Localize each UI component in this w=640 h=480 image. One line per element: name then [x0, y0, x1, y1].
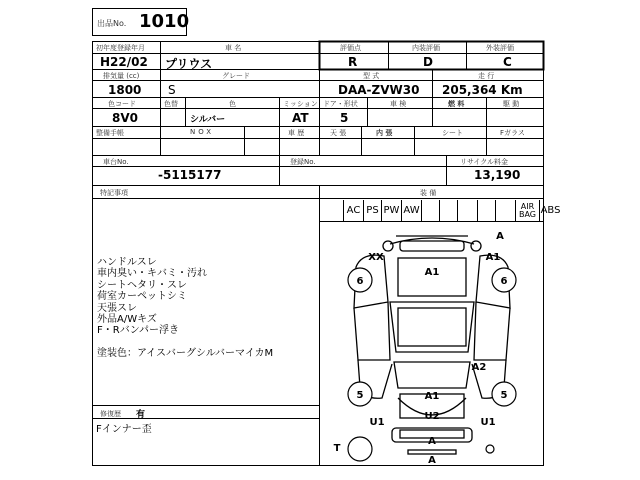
label-score: 評価点	[340, 44, 361, 52]
diag-tire-rr: 5	[500, 390, 508, 401]
value-color: シルバー	[190, 115, 226, 125]
remark-line: 天張スレ	[97, 302, 137, 314]
equipment-cell: AW	[401, 200, 421, 221]
equipment-cell: AC	[343, 200, 363, 221]
diag-trunk: A1	[424, 391, 440, 402]
value-repair-history: 有	[136, 410, 146, 420]
label-mileage: 走 行	[478, 72, 495, 80]
label-front-glass: Fガラス	[500, 129, 525, 137]
label-drive: 駆 動	[503, 100, 520, 108]
label-repair-history: 修復歴	[100, 410, 121, 418]
remark-line: シートヘタリ・スレ	[97, 279, 187, 291]
label-interior-rating: 内装評価	[412, 44, 440, 52]
label-car-name: 車 名	[225, 44, 242, 52]
label-chassis-number: 車台No.	[103, 158, 129, 166]
label-model: 型 式	[363, 72, 380, 80]
label-exterior-rating: 外装評価	[486, 44, 514, 52]
equipment-cell: PW	[381, 200, 401, 221]
label-history: 車 歴	[288, 129, 305, 137]
label-color: 色	[229, 100, 236, 108]
remark-line: ハンドルスレ	[97, 257, 157, 268]
remark-line	[97, 337, 273, 348]
remarks-list	[97, 257, 273, 360]
label-recycle-fee: リサイクル料金	[460, 158, 509, 166]
diag-trunk-lower: U2	[424, 411, 440, 422]
label-nox: NOX	[190, 128, 215, 136]
value-chassis-number: -5115177	[158, 168, 222, 182]
remark-line: 車内臭い・キバミ・汚れ	[97, 268, 207, 280]
equipment-cell: AIR BAG	[515, 200, 539, 221]
label-grade: グレード	[222, 72, 250, 80]
equipment-cell	[477, 200, 495, 221]
equipment-cell: ABS	[539, 200, 561, 221]
label-color-change: 色替	[164, 100, 178, 108]
equipment-row	[343, 200, 561, 221]
value-mission: AT	[292, 111, 309, 125]
remark-line: 荷室カーペットシミ	[97, 291, 187, 303]
value-recycle-fee: 13,190	[474, 168, 521, 182]
value-score: R	[348, 55, 358, 69]
diag-spare: T	[333, 443, 341, 454]
diag-front-left: XX	[368, 252, 384, 263]
value-grade: S	[168, 83, 176, 97]
diag-front-bumper: A	[496, 231, 504, 242]
label-seat: シート	[442, 129, 463, 137]
label-remarks: 特記事項	[100, 189, 128, 197]
equipment-cell	[495, 200, 515, 221]
equipment-cell: PS	[363, 200, 381, 221]
diag-hood: A1	[424, 267, 440, 278]
label-equipment: 装 備	[420, 189, 437, 197]
vehicle-diagram	[320, 222, 544, 465]
value-color-code: 8V0	[112, 111, 138, 125]
label-fuel: 燃 料	[448, 100, 465, 108]
label-interior-trim: 内 張	[376, 129, 393, 137]
lot-label: 出品No.	[97, 19, 127, 28]
trunk-outline	[394, 362, 470, 388]
value-mileage: 205,364 Km	[442, 83, 523, 97]
lot-number: 1010	[139, 11, 190, 32]
label-color-code: 色コード	[108, 100, 136, 108]
label-registration-number: 登録No.	[290, 158, 316, 166]
label-first-registration: 初年度登録年月	[96, 44, 145, 52]
front-bumper-outline	[390, 236, 474, 244]
value-car-name: プリウス	[165, 57, 213, 71]
value-exterior-rating: C	[503, 55, 512, 69]
remark-line: F・Rバンパー浮き	[97, 325, 180, 337]
remark-line: 塗装色：アイスバーグシルバーマイカM	[97, 348, 274, 360]
label-displacement: 排気量 (cc)	[103, 72, 140, 80]
diag-front-right: A1	[485, 252, 501, 263]
equipment-cell	[421, 200, 439, 221]
diag-tire-fr: 6	[500, 276, 508, 287]
remark-line: 外品A/Wキズ	[97, 313, 157, 325]
diag-rear-right: U1	[480, 417, 496, 428]
value-interior-rating: D	[423, 55, 433, 69]
diag-rear-bumper-1: A	[428, 436, 436, 447]
diag-rear-right-panel: A2	[471, 362, 487, 373]
value-displacement: 1800	[108, 83, 142, 97]
label-maintenance-book: 整備手帳	[96, 129, 124, 137]
spare-tire	[348, 437, 372, 461]
diag-tire-fl: 6	[356, 276, 364, 287]
label-inspection: 車 検	[390, 100, 407, 108]
repair-note: Fインナー歪	[96, 424, 152, 435]
value-doors: 5	[340, 111, 349, 125]
label-sunroof: 天 張	[330, 129, 347, 137]
label-doors: ドア・形状	[323, 100, 358, 108]
label-mission: ミッション	[283, 100, 318, 108]
diag-rear-bumper-2: A	[428, 455, 436, 465]
diag-tire-rl: 5	[356, 390, 364, 401]
value-first-registration: H22/02	[100, 55, 148, 69]
equipment-cell	[457, 200, 477, 221]
front-grille	[400, 241, 464, 251]
value-model: DAA-ZVW30	[338, 83, 420, 97]
equipment-cell	[439, 200, 457, 221]
diag-rear-left: U1	[369, 417, 385, 428]
